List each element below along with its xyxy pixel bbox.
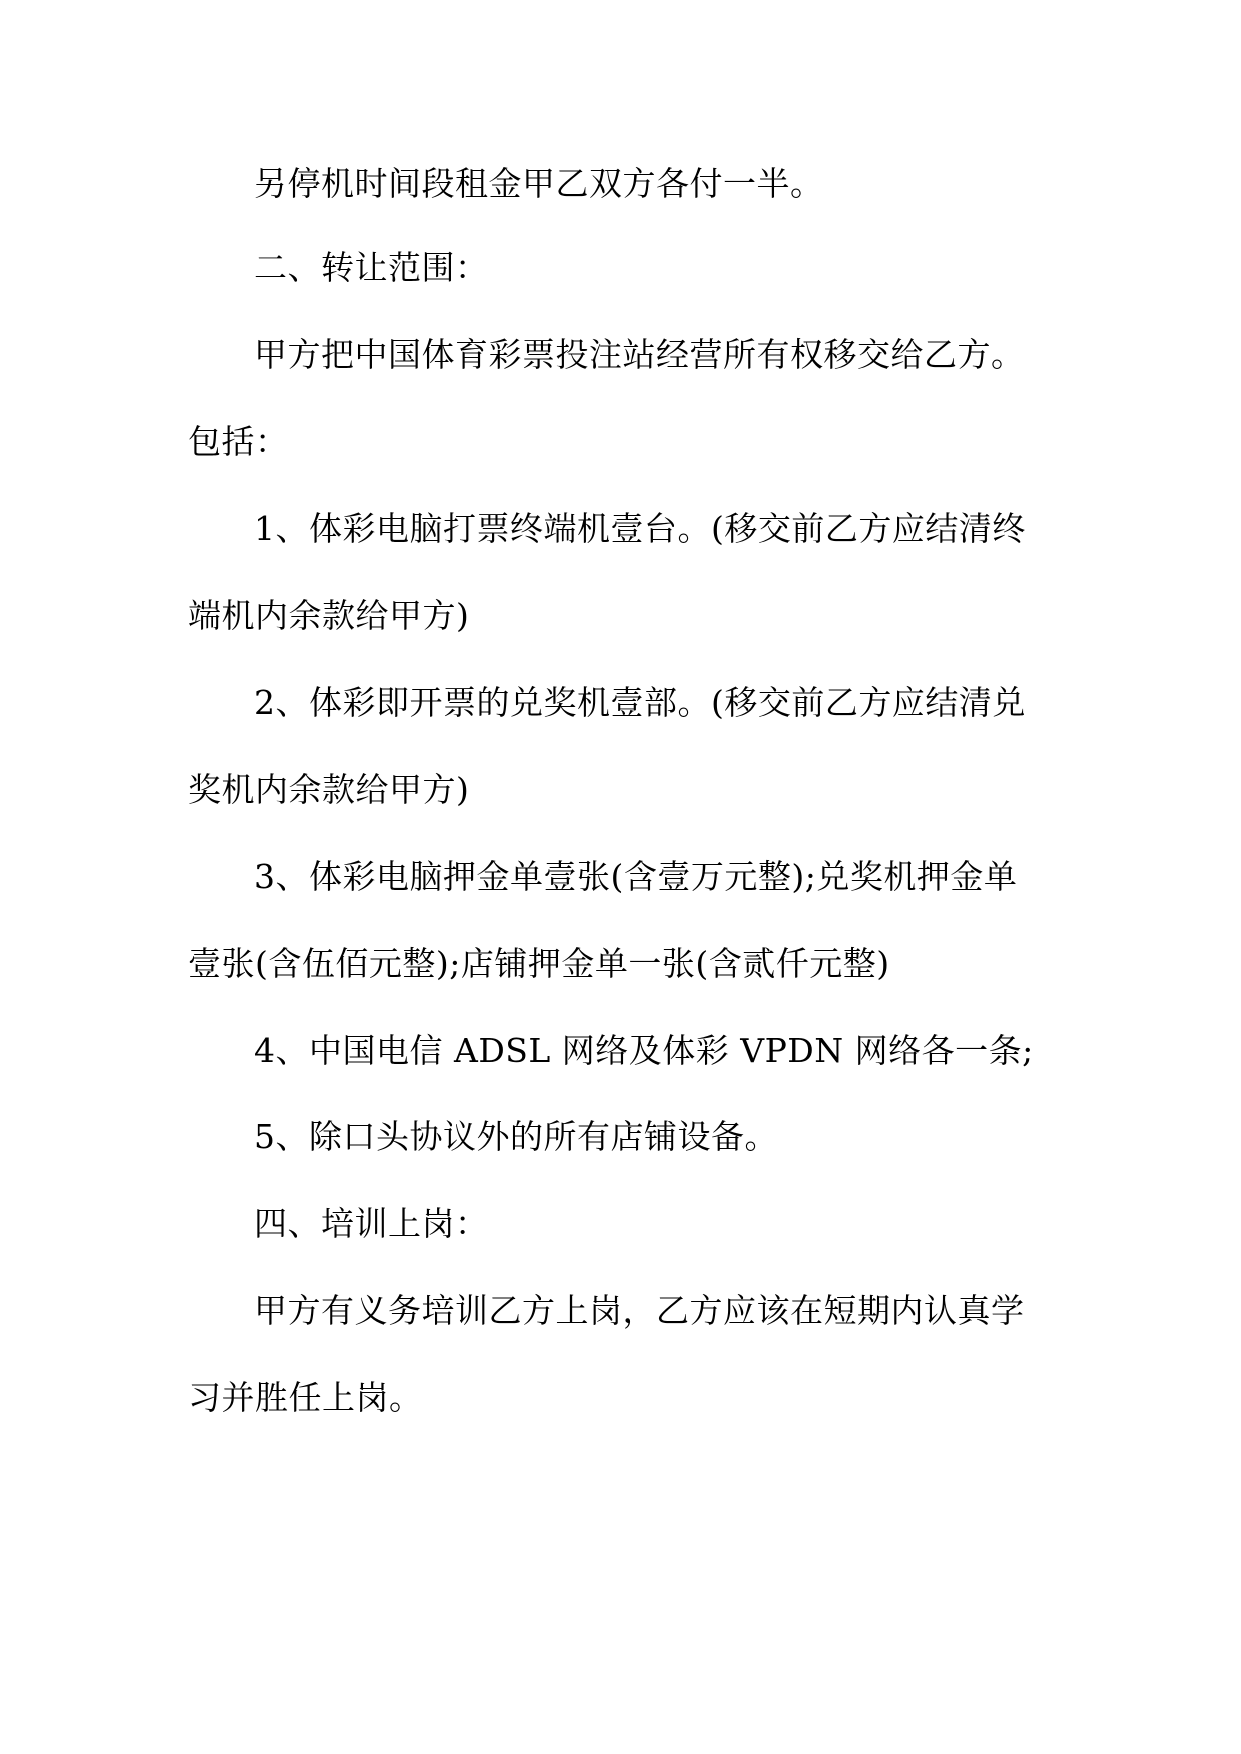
list-item-5: 5、除口头协议外的所有店铺设备。 xyxy=(254,1117,778,1156)
text-line-ownership-transfer: 甲方把中国体育彩票投注站经营所有权移交给乙方。 xyxy=(254,335,1025,374)
list-item-3-line-1: 3、体彩电脑押金单壹张(含壹万元整);兑奖机押金单 xyxy=(254,857,1018,896)
list-item-2-line-1: 2、体彩即开票的兑奖机壹部。(移交前乙方应结清兑 xyxy=(254,683,1026,722)
training-text-line-1: 甲方有义务培训乙方上岗，乙方应该在短期内认真学 xyxy=(254,1291,1025,1330)
section-heading-transfer-scope: 二、转让范围： xyxy=(254,248,489,287)
text-line-rent-split: 另停机时间段租金甲乙双方各付一半。 xyxy=(254,164,824,203)
text-line-includes: 包括： xyxy=(188,422,289,461)
list-item-1-line-2: 端机内余款给甲方) xyxy=(188,596,470,635)
section-heading-training: 四、培训上岗： xyxy=(254,1204,489,1243)
list-item-3-line-2: 壹张(含伍佰元整);店铺押金单一张(含贰仟元整) xyxy=(188,944,890,983)
list-item-4: 4、中国电信 ADSL 网络及体彩 VPDN 网络各一条; xyxy=(254,1031,1034,1070)
training-text-line-2: 习并胜任上岗。 xyxy=(188,1378,423,1417)
list-item-1-line-1: 1、体彩电脑打票终端机壹台。(移交前乙方应结清终 xyxy=(254,509,1026,548)
list-item-2-line-2: 奖机内余款给甲方) xyxy=(188,770,470,809)
